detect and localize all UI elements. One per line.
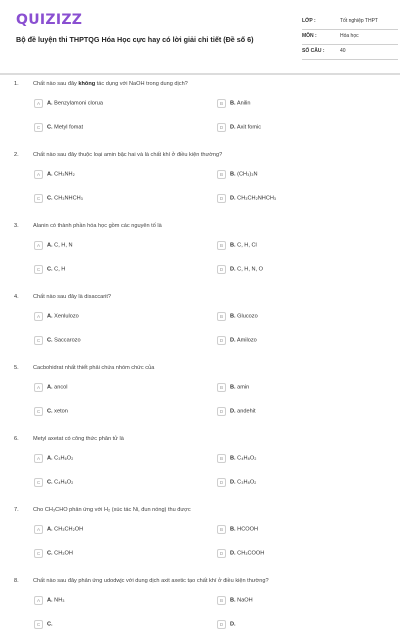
option-value: Metyl fomat [54, 124, 84, 131]
option-letter-box[interactable]: A [34, 312, 43, 321]
option-value: C, H, N, O [237, 266, 263, 273]
answer-option[interactable] [217, 478, 256, 490]
option-letter-box[interactable]: D [217, 336, 226, 345]
question-text-part: Cacbohidrat nhất thiết phải chứa nhóm chức của [33, 365, 155, 371]
answer-option[interactable] [34, 383, 68, 395]
option-text [230, 172, 258, 178]
option-text [47, 598, 65, 604]
option-text [230, 125, 261, 131]
answer-option[interactable] [34, 336, 81, 348]
option-value: Xenlulozo [54, 313, 79, 320]
option-text [47, 527, 83, 533]
question-item [0, 573, 400, 644]
meta-key: SỐ CÂU : [302, 48, 325, 54]
option-label: A. [47, 313, 53, 320]
option-label: D. [230, 195, 236, 202]
question-number: 7. [14, 507, 19, 513]
answer-option[interactable] [217, 336, 257, 348]
meta-row-question-count [302, 45, 398, 60]
question-item [0, 147, 400, 218]
question-text [33, 507, 383, 513]
answer-option[interactable] [34, 549, 73, 561]
option-letter-box[interactable]: C [34, 620, 43, 629]
answer-option[interactable] [34, 123, 83, 135]
answer-option[interactable] [34, 596, 65, 608]
answer-option[interactable] [217, 596, 253, 608]
option-letter-box[interactable]: B [217, 596, 226, 605]
option-letter-box[interactable]: B [217, 454, 226, 463]
option-letter-box[interactable]: C [34, 194, 43, 203]
option-label: A. [47, 100, 53, 107]
option-value: Axit fomic [236, 124, 262, 131]
option-letter-box[interactable]: B [217, 383, 226, 392]
option-value: HCOOH [237, 526, 258, 533]
option-letter-box[interactable]: C [34, 549, 43, 558]
answer-option[interactable] [34, 312, 79, 324]
option-text [230, 338, 257, 344]
option-label: C. [47, 408, 53, 415]
question-item [0, 502, 400, 573]
option-label: C. [47, 195, 53, 202]
option-value: xeton [54, 408, 68, 415]
meta-value: 40 [340, 48, 346, 54]
question-text-part: tác dụng với NaOH trong dung dịch? [95, 81, 188, 87]
option-value: C, H [54, 266, 66, 273]
option-value: C₃H₈O₂ [237, 479, 257, 486]
question-number: 5. [14, 365, 19, 371]
option-letter-box[interactable]: B [217, 241, 226, 250]
option-label: D. [230, 408, 236, 415]
option-text [230, 314, 258, 320]
answer-option[interactable] [217, 194, 276, 206]
option-value: CH₃COOH [237, 550, 265, 557]
option-letter-box[interactable]: D [217, 620, 226, 629]
option-label: A. [47, 597, 53, 604]
option-label: B. [230, 455, 236, 462]
option-letter-box[interactable]: A [34, 99, 43, 108]
option-label: C. [47, 621, 53, 628]
answer-option[interactable] [34, 478, 73, 490]
option-text [47, 409, 68, 415]
question-text-part: Chất nào sau đây thuộc loại amin bậc hai và là chất khí ở điều kiện thường? [33, 152, 223, 158]
option-value: Anilin [236, 100, 251, 107]
option-letter-box[interactable]: C [34, 478, 43, 487]
option-letter-box[interactable]: B [217, 312, 226, 321]
option-text [230, 196, 276, 202]
option-label: C. [47, 479, 53, 486]
answer-option[interactable] [217, 620, 236, 632]
option-label: C. [47, 337, 53, 344]
option-label: A. [47, 242, 53, 249]
option-value: amin [237, 384, 250, 391]
answer-option[interactable] [34, 241, 73, 253]
answer-option[interactable] [217, 170, 258, 182]
option-text [47, 101, 103, 107]
option-label: C. [47, 124, 53, 131]
option-text [230, 551, 264, 557]
worksheet-title: Bộ đề luyện thi THPTQG Hóa Học cực hay có lời giải chi tiết (Đề số 6) [16, 35, 254, 44]
answer-option[interactable] [34, 407, 68, 419]
meta-key: LỚP : [302, 18, 316, 24]
answer-option[interactable] [34, 265, 65, 277]
question-text-part: Cho CH₃CHO phản ứng với H₂ (xúc tác Ni, đun nóng) thu được [33, 507, 191, 513]
answer-option[interactable] [217, 123, 261, 135]
question-text-part: Alanin có thành phần hóa học gồm các nguyên tố là [33, 223, 162, 229]
option-letter-box[interactable]: A [34, 241, 43, 250]
option-text [47, 456, 73, 462]
option-text [47, 267, 65, 273]
option-text [47, 480, 73, 486]
question-text-part: Chất nào sau đây phản ứng udodwjc với dung dịch axit axetic tạo chất khí ở điều kiện thường? [33, 578, 269, 584]
option-label: A. [47, 526, 53, 533]
option-label: D. [230, 266, 236, 273]
question-text [33, 365, 383, 371]
option-label: D. [230, 337, 236, 344]
option-value: CH₃CH₂OH [54, 526, 84, 533]
question-number: 4. [14, 294, 19, 300]
option-text [230, 409, 256, 415]
option-text [230, 267, 263, 273]
question-list [0, 76, 400, 644]
question-text [33, 436, 383, 442]
option-label: B. [230, 384, 236, 391]
option-text [47, 243, 73, 249]
option-label: B. [230, 242, 236, 249]
option-letter-box[interactable]: C [34, 336, 43, 345]
option-label: D. [230, 621, 236, 628]
question-item [0, 289, 400, 360]
option-label: C. [47, 266, 53, 273]
option-text [230, 622, 236, 628]
option-letter-box[interactable]: D [217, 407, 226, 416]
answer-option[interactable] [217, 549, 264, 561]
header-divider [0, 73, 400, 75]
option-letter-box[interactable]: A [34, 596, 43, 605]
option-text [230, 101, 251, 107]
question-text [33, 223, 383, 229]
question-text-emphasis: không [78, 81, 96, 87]
question-number: 2. [14, 152, 19, 158]
option-letter-box[interactable]: D [217, 123, 226, 132]
option-label: A. [47, 171, 53, 178]
option-value: NaOH [237, 597, 253, 604]
answer-option[interactable] [34, 620, 53, 632]
answer-option[interactable] [34, 525, 83, 537]
option-value: CH₃CH₂NHCH₃ [237, 195, 277, 202]
option-letter-box[interactable]: A [34, 525, 43, 534]
question-item [0, 218, 400, 289]
option-text [47, 314, 79, 320]
question-item [0, 431, 400, 502]
option-label: B. [230, 597, 236, 604]
option-text [47, 622, 53, 628]
option-text [230, 385, 249, 391]
answer-option[interactable] [34, 170, 75, 182]
answer-option[interactable] [217, 99, 251, 111]
answer-option[interactable] [217, 241, 257, 253]
answer-option[interactable] [217, 265, 263, 277]
option-label: B. [230, 100, 236, 107]
option-text [47, 196, 83, 202]
worksheet-meta [302, 15, 398, 60]
option-letter-box[interactable]: C [34, 123, 43, 132]
answer-option[interactable] [34, 454, 73, 466]
option-label: B. [230, 526, 236, 533]
option-value: C₄H₆O₂ [54, 479, 74, 486]
question-item [0, 76, 400, 147]
option-text [47, 125, 83, 131]
option-value: Benzylamoni clorua [54, 100, 103, 107]
option-letter-box[interactable]: B [217, 170, 226, 179]
option-label: D. [230, 124, 236, 131]
option-text [47, 385, 68, 391]
option-letter-box[interactable]: A [34, 454, 43, 463]
option-value: C₃H₆O₂ [54, 455, 74, 462]
option-letter-box[interactable]: B [217, 525, 226, 534]
option-label: D. [230, 479, 236, 486]
option-value: C, H, Cl [237, 242, 257, 249]
option-value: Saccarozo [54, 337, 81, 344]
worksheet-header [0, 0, 400, 70]
question-number: 3. [14, 223, 19, 229]
question-number: 8. [14, 578, 19, 584]
option-letter-box[interactable]: B [217, 99, 226, 108]
question-item [0, 360, 400, 431]
option-text [230, 598, 253, 604]
option-value: C, H, N [54, 242, 73, 249]
option-letter-box[interactable]: A [34, 170, 43, 179]
option-label: A. [47, 384, 53, 391]
option-text [230, 480, 256, 486]
option-value: CH₃NH₂ [54, 171, 75, 178]
answer-option[interactable] [217, 312, 258, 324]
option-letter-box[interactable]: C [34, 407, 43, 416]
option-value: andehit [237, 408, 256, 415]
option-value: ancol [54, 384, 68, 391]
answer-option[interactable] [217, 383, 249, 395]
option-letter-box[interactable]: A [34, 383, 43, 392]
option-value: Amilozo [236, 337, 257, 344]
question-text-part: Chất nào sau đây [33, 81, 79, 87]
option-text [47, 172, 75, 178]
answer-option[interactable] [34, 194, 83, 206]
option-text [230, 456, 256, 462]
question-number: 6. [14, 436, 19, 442]
option-letter-box[interactable]: D [217, 265, 226, 274]
meta-row-subject [302, 30, 398, 45]
answer-option[interactable] [217, 525, 258, 537]
option-value: Glucozo [237, 313, 258, 320]
option-letter-box[interactable]: D [217, 478, 226, 487]
option-letter-box[interactable]: D [217, 549, 226, 558]
question-text [33, 294, 383, 300]
meta-value: Hóa học [340, 33, 359, 39]
option-label: A. [47, 455, 53, 462]
meta-key: MÔN : [302, 33, 317, 39]
option-value: CH₃NHCH₃ [54, 195, 83, 202]
option-text [47, 551, 73, 557]
question-number: 1. [14, 81, 19, 87]
question-text [33, 578, 383, 584]
option-label: C. [47, 550, 53, 557]
option-letter-box[interactable]: C [34, 265, 43, 274]
meta-row-class [302, 15, 398, 30]
option-value: C₄H₈O₂ [237, 455, 257, 462]
question-text [33, 81, 383, 87]
option-letter-box[interactable]: D [217, 194, 226, 203]
brand-logo[interactable]: QUIZIZZ [16, 12, 83, 28]
option-text [47, 338, 81, 344]
option-label: B. [230, 171, 236, 178]
question-text [33, 152, 383, 158]
answer-option[interactable] [34, 99, 103, 111]
question-text-part: Metyl axetat có công thức phân tử là [33, 436, 124, 442]
option-label: B. [230, 313, 236, 320]
option-value: CH₃OH [54, 550, 73, 557]
question-text-part: Chất nào sau đây là disaccarit? [33, 294, 112, 300]
meta-value: Tốt nghiệp THPT [340, 18, 378, 24]
answer-option[interactable] [217, 454, 256, 466]
option-text [230, 243, 257, 249]
option-label: D. [230, 550, 236, 557]
option-text [230, 527, 258, 533]
option-value: NH₃ [54, 597, 65, 604]
option-value: (CH₃)₃N [237, 171, 258, 178]
answer-option[interactable] [217, 407, 256, 419]
